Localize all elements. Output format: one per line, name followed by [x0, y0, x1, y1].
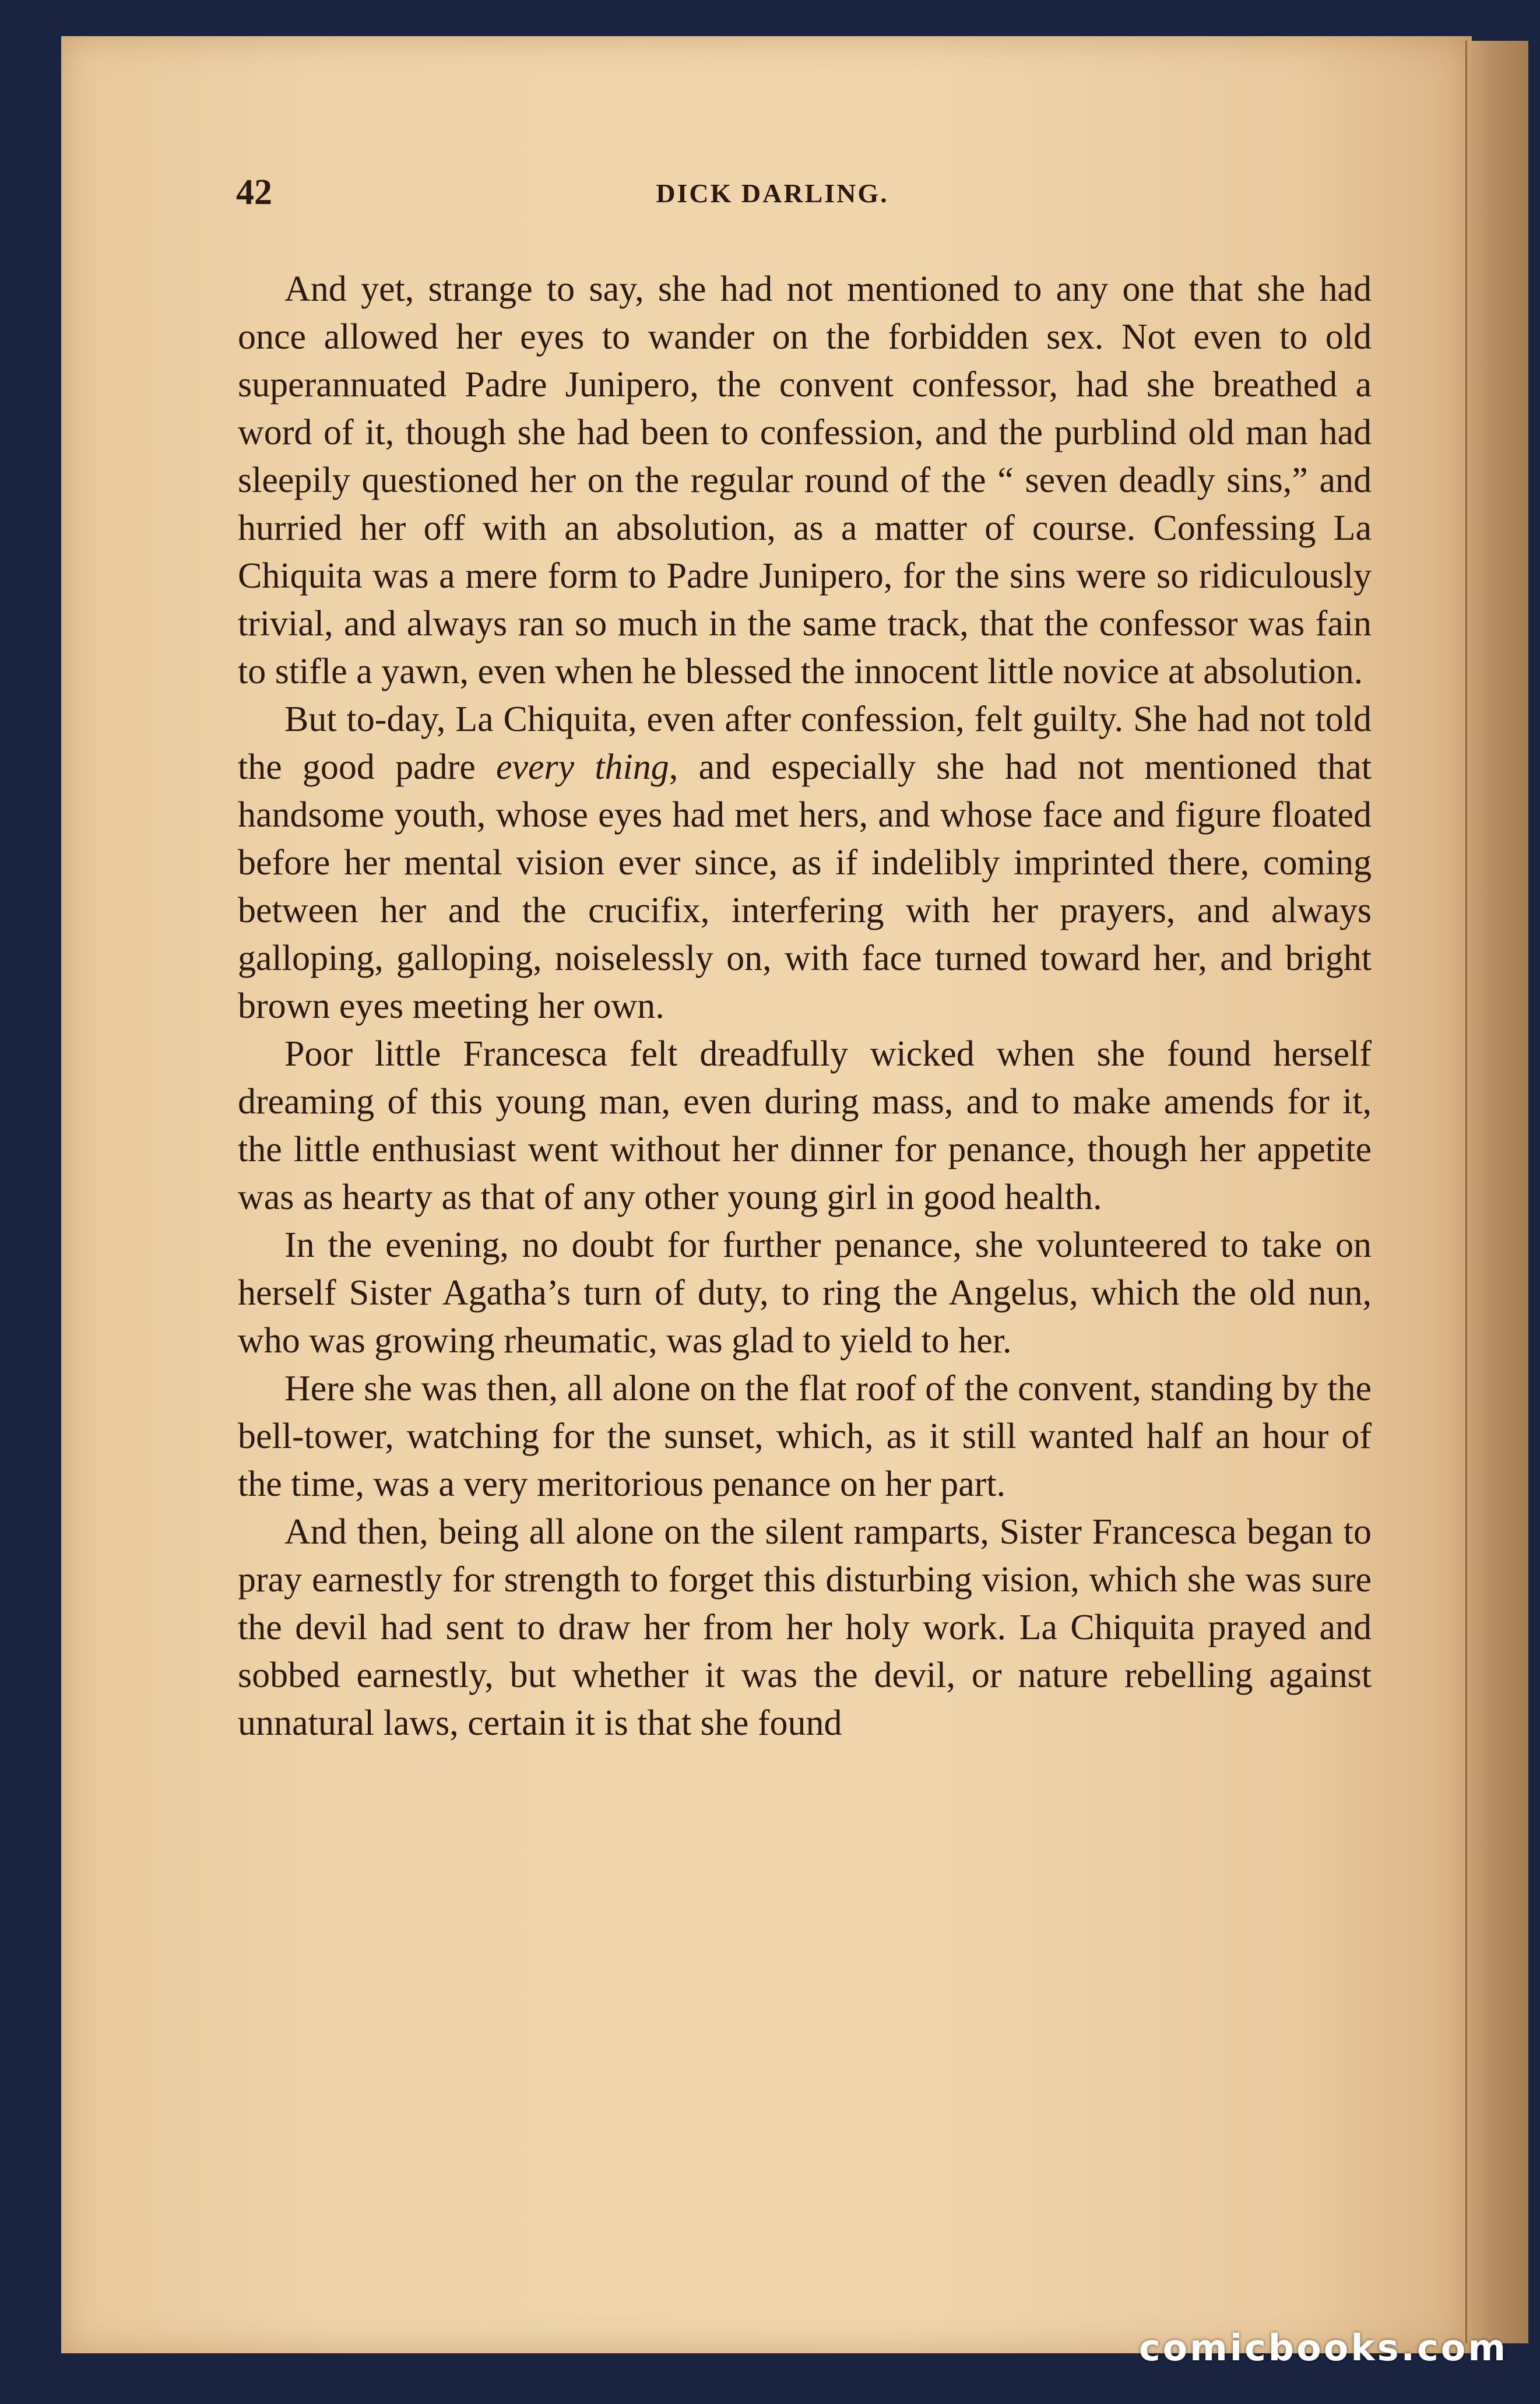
paragraph-4: In the evening, no doubt for further penance, she volunteered to take on herself Sister Agatha’s turn of duty, to ring the Angelus, which the old nun, who was growing rheumatic, was glad to yield to her. — [238, 1225, 1372, 1361]
page-header — [175, 172, 1370, 219]
body-text — [238, 265, 1372, 1747]
paragraph-3: Poor little Francesca felt dreadfully wicked when she found herself dreaming of this young man, even during mass, and to make amends for it, the little enthusiast went without her dinner for penance, though her appetite was as hearty as that of any other young girl in good health. — [238, 1034, 1372, 1217]
paragraph-2-after: , and especially she had not mentioned that handsome youth, whose eyes had met hers, and whose face and figure floated before her mental vision ever since, as if indelibly imprinted there, coming between her and the crucifix, interfering with her prayers, and always galloping, galloping, noiselessly on, with face turned toward her, and bright brown eyes meeting her own. — [238, 747, 1372, 1026]
paragraph-5: Here she was then, all alone on the flat roof of the convent, standing by the bell-tower, watching for the sunset, which, as it still wanted half an hour of the time, was a very meritorious penance on her part. — [238, 1369, 1372, 1504]
running-title: DICK DARLING. — [656, 178, 889, 208]
paragraph-2-before: But to-day, La Chiquita, even after confession, felt guilty. She had not told the good padre — [238, 700, 1372, 787]
paragraph-1: And yet, strange to say, she had not mentioned to any one that she had once allowed her eyes to wander on the forbidden sex. Not even to old superannuated Padre Junipero, the convent confessor, had she breathed a word of it, though she had been to confession, and the purblind old man had sleepily questioned her on the regular round of the “ seven deadly sins,” and hurried her off with an absolution, as a matter of course. Confessing La Chiquita was a mere form to Padre Junipero, for the sins were so ridiculously trivial, and always ran so much in the same track, that the confessor was fain to stifle a yawn, even when he blessed the innocent little novice at absolution. — [238, 269, 1372, 691]
watermark: comicbooks.com — [1138, 2326, 1508, 2369]
paragraph-6: And then, being all alone on the silent ramparts, Sister Francesca began to pray earnestly for strength to forget this disturbing vision, which she was sure the devil had sent to draw her from her holy work. La Chiquita prayed and sobbed earnestly, but whether it was the devil, or nature rebelling against unnatural laws, certain it is that she found — [238, 1512, 1372, 1743]
page-edge — [1465, 41, 1528, 2343]
paragraph-2 — [238, 695, 1372, 1030]
page-number: 42 — [236, 173, 272, 212]
paragraph-2-emphasis: every thing — [495, 747, 669, 787]
